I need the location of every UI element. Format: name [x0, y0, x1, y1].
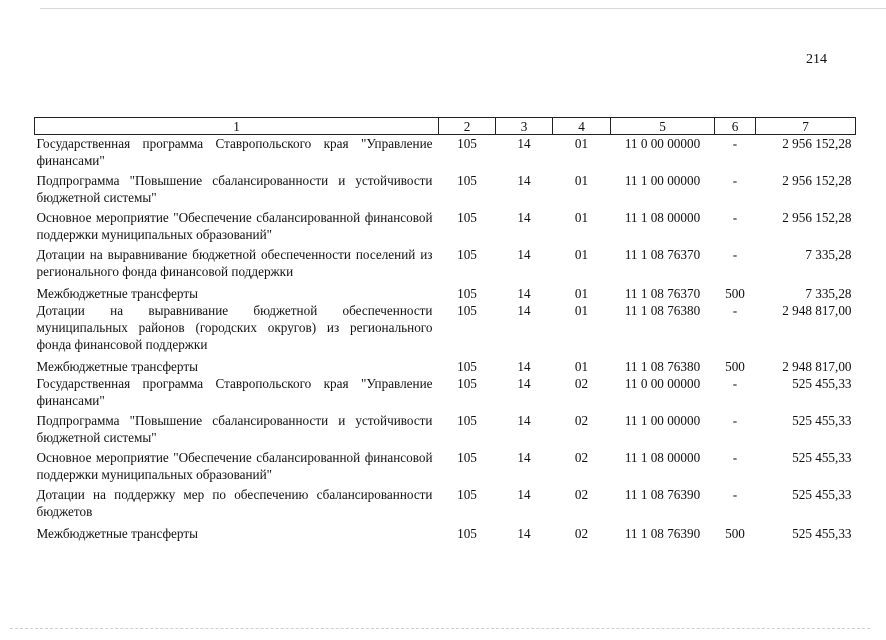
row-subsection: 01	[574, 286, 589, 301]
budget-table	[34, 117, 856, 542]
table-row	[35, 302, 856, 358]
table-row	[35, 449, 856, 486]
row-name: Межбюджетные трансферты	[36, 359, 198, 374]
row-admin-code: 105	[457, 173, 477, 188]
row-amount: 525 455,33	[792, 413, 852, 428]
row-section: 14	[517, 136, 531, 151]
row-subsection: 02	[574, 450, 589, 465]
row-admin-code: 105	[457, 210, 477, 225]
row-subsection: 01	[574, 173, 589, 188]
row-section: 14	[517, 450, 531, 465]
row-amount: 2 948 817,00	[782, 303, 852, 318]
row-amount: 525 455,33	[792, 526, 852, 541]
row-admin-code: 105	[457, 286, 477, 301]
table-row	[35, 525, 856, 542]
row-subsection: 01	[574, 303, 589, 318]
table-row	[35, 172, 856, 209]
row-target-article: 11 1 08 00000	[624, 450, 701, 465]
row-section: 14	[517, 413, 531, 428]
row-target-article: 11 1 00 00000	[624, 413, 701, 428]
row-amount: 2 956 152,28	[782, 136, 852, 151]
row-expense-type: 500	[725, 359, 745, 374]
row-name: Дотации на выравнивание бюджетной обеспеченности муниципальных районов (городских округов) из регионального фонда финансовой поддержки	[36, 303, 433, 352]
header-col-4: 4	[553, 118, 611, 135]
header-col-5: 5	[611, 118, 715, 135]
row-section: 14	[517, 247, 531, 262]
row-amount: 525 455,33	[792, 376, 852, 391]
row-subsection: 01	[574, 247, 589, 262]
row-target-article: 11 1 08 76370	[624, 286, 701, 301]
row-target-article: 11 1 08 76380	[624, 303, 701, 318]
page-number: 214	[806, 52, 827, 67]
table-row	[35, 209, 856, 246]
row-name: Государственная программа Ставропольского края "Управление финансами"	[36, 376, 433, 408]
row-subsection: 02	[574, 413, 589, 428]
scan-edge-bottom	[10, 628, 870, 629]
table-row	[35, 285, 856, 302]
row-target-article: 11 0 00 00000	[624, 376, 701, 391]
row-target-article: 11 0 00 00000	[624, 136, 701, 151]
row-expense-type: 500	[725, 286, 745, 301]
row-target-article: 11 1 08 00000	[624, 210, 701, 225]
table-header-row	[35, 118, 856, 135]
row-subsection: 01	[574, 359, 589, 374]
row-target-article: 11 1 08 76390	[624, 487, 701, 502]
row-section: 14	[517, 487, 531, 502]
row-section: 14	[517, 173, 531, 188]
row-name: Межбюджетные трансферты	[36, 286, 198, 301]
header-col-3: 3	[496, 118, 553, 135]
row-section: 14	[517, 286, 531, 301]
row-amount: 525 455,33	[792, 487, 852, 502]
row-admin-code: 105	[457, 247, 477, 262]
row-name: Дотации на выравнивание бюджетной обеспеченности поселений из регионального фонда финансовой поддержки	[36, 247, 433, 279]
row-admin-code: 105	[457, 136, 477, 151]
row-amount: 525 455,33	[792, 450, 852, 465]
row-section: 14	[517, 526, 531, 541]
row-name: Дотации на поддержку мер по обеспечению сбалансированности бюджетов	[36, 487, 433, 519]
row-admin-code: 105	[457, 376, 477, 391]
row-expense-type: 500	[725, 526, 745, 541]
row-name: Основное мероприятие "Обеспечение сбалансированной финансовой поддержки муниципальных образований"	[36, 210, 433, 242]
row-target-article: 11 1 00 00000	[624, 173, 701, 188]
row-name: Подпрограмма "Повышение сбалансированности и устойчивости бюджетной системы"	[36, 173, 433, 205]
table-row	[35, 375, 856, 412]
row-name: Подпрограмма "Повышение сбалансированности и устойчивости бюджетной системы"	[36, 413, 433, 445]
table-row	[35, 412, 856, 449]
table-row	[35, 246, 856, 285]
row-name: Основное мероприятие "Обеспечение сбалансированной финансовой поддержки муниципальных образований"	[36, 450, 433, 482]
table-row	[35, 358, 856, 375]
header-col-2: 2	[439, 118, 496, 135]
row-section: 14	[517, 303, 531, 318]
row-admin-code: 105	[457, 303, 477, 318]
row-section: 14	[517, 376, 531, 391]
row-amount: 2 956 152,28	[782, 210, 852, 225]
row-admin-code: 105	[457, 359, 477, 374]
row-admin-code: 105	[457, 487, 477, 502]
row-name: Государственная программа Ставропольского края "Управление финансами"	[36, 136, 433, 168]
scan-edge-top	[40, 8, 886, 9]
header-col-7: 7	[756, 118, 856, 135]
row-expense-type: -	[732, 376, 738, 391]
row-expense-type: -	[732, 247, 738, 262]
row-subsection: 02	[574, 376, 589, 391]
row-subsection: 02	[574, 487, 589, 502]
row-expense-type: -	[732, 450, 738, 465]
row-expense-type: -	[732, 173, 738, 188]
row-expense-type: -	[732, 136, 738, 151]
row-target-article: 11 1 08 76380	[624, 359, 701, 374]
row-amount: 7 335,28	[805, 247, 852, 262]
row-amount: 2 956 152,28	[782, 173, 852, 188]
row-target-article: 11 1 08 76370	[624, 247, 701, 262]
row-expense-type: -	[732, 303, 738, 318]
row-subsection: 02	[574, 526, 589, 541]
header-col-6: 6	[715, 118, 756, 135]
row-expense-type: -	[732, 413, 738, 428]
row-admin-code: 105	[457, 450, 477, 465]
table-row	[35, 135, 856, 173]
row-admin-code: 105	[457, 526, 477, 541]
row-amount: 2 948 817,00	[782, 359, 852, 374]
row-subsection: 01	[574, 136, 589, 151]
row-subsection: 01	[574, 210, 589, 225]
row-section: 14	[517, 359, 531, 374]
row-expense-type: -	[732, 210, 738, 225]
row-name: Межбюджетные трансферты	[36, 526, 198, 541]
row-expense-type: -	[732, 487, 738, 502]
row-section: 14	[517, 210, 531, 225]
header-col-1: 1	[35, 118, 439, 135]
row-amount: 7 335,28	[805, 286, 852, 301]
row-target-article: 11 1 08 76390	[624, 526, 701, 541]
row-admin-code: 105	[457, 413, 477, 428]
table-row	[35, 486, 856, 525]
